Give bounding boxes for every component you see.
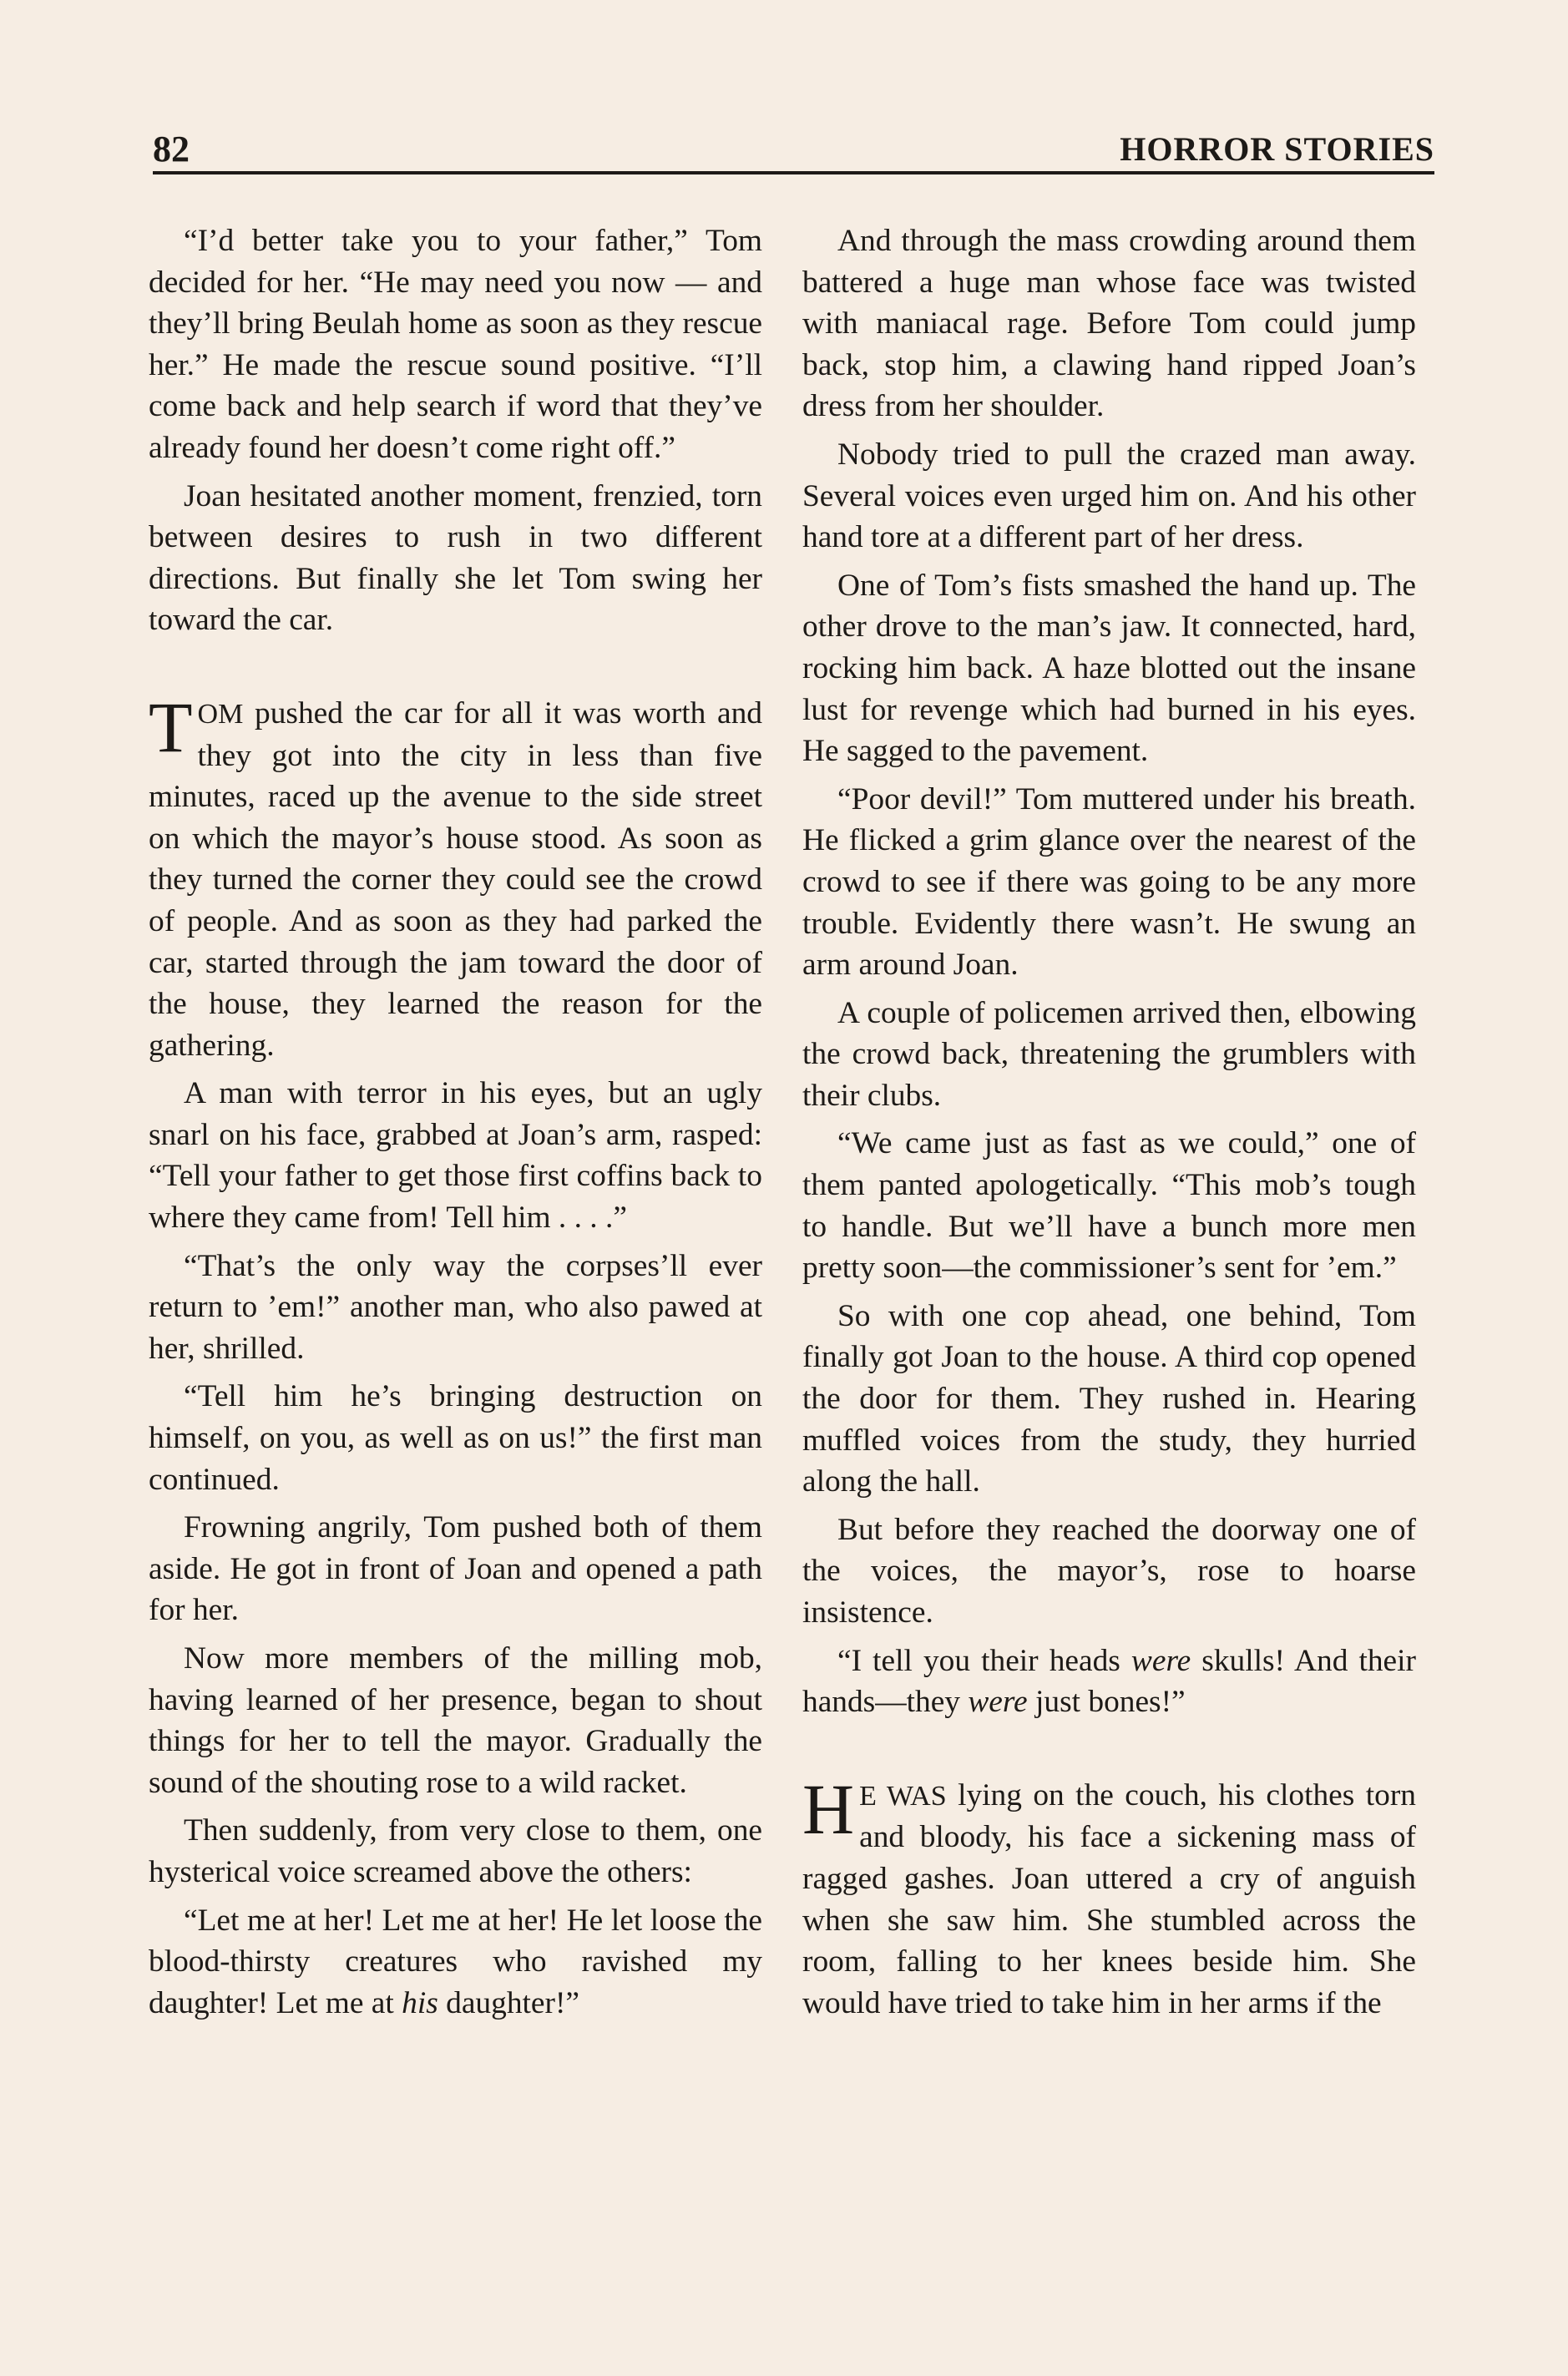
paragraph: “I’d better take you to your father,” Tom decided for her. “He may need you now — and they’ll bring Beulah home as soon as they rescue her.” He made the rescue sound positive. “I’ll come back and help search if word that they’ve already found her doesn’t come right off.” <box>149 224 762 465</box>
paragraph: But before they reached the doorway one of the voices, the mayor’s, rose to hoarse insistence. <box>802 1512 1416 1630</box>
paragraph: A couple of policemen arrived then, elbowing the crowd back, threatening the grumblers with their clubs. <box>802 995 1416 1113</box>
emphasis: were <box>1130 1643 1191 1678</box>
paragraph: Nobody tried to pull the crazed man away. Several voices even urged him on. And his other hand tore at a different part of her dress. <box>802 437 1416 555</box>
paragraph: “Tell him he’s bringing destruction on himself, on you, as well as on us!” the first man continued. <box>149 1379 762 1497</box>
paragraph: Then suddenly, from very close to them, one hysterical voice screamed above the others: <box>149 1813 762 1889</box>
paragraph: And through the mass crowding around them battered a huge man whose face was twisted with maniacal rage. Before Tom could jump back, stop him, a clawing hand ripped Joan’s dress from her shoulder. <box>802 224 1416 424</box>
paragraph-text: “I tell you their heads <box>837 1643 1131 1678</box>
page-number: 82 <box>153 129 190 169</box>
paragraph <box>802 1640 1416 1723</box>
emphasis: his <box>402 1985 438 2020</box>
small-caps-lead: E WAS <box>859 1780 947 1812</box>
right-column <box>802 220 1416 2030</box>
paragraph: So with one cop ahead, one behind, Tom finally got Joan to the house. A third cop opened the door for them. They rushed in. Hearing muffled voices from the study, they hurried along the hall. <box>802 1298 1416 1499</box>
paragraph: “Poor devil!” Tom muttered under his breath. He flicked a grim glance over the nearest of the crowd to see if there was going to be any more trouble. Evidently there wasn’t. He swung an arm around Joan. <box>802 781 1416 983</box>
paragraph: One of Tom’s fists smashed the hand up. The other drove to the man’s jaw. It connected, hard, rocking him back. A haze blotted out the insane lust for revenge which had burned in his eyes. He sagged to the pavement. <box>802 568 1416 769</box>
paragraph-text: lying on the couch, his clothes torn and bloody, his face a sickening mass of ragged gashes. Joan uttered a cry of anguish when she saw him. She stumbled across the room, falling to her knees beside him. She would have tried to take him in her arms if the <box>802 1777 1416 2020</box>
paragraph-text: pushed the car for all it was worth and they got into the city in less than five minutes, raced up the avenue to the side street on which the mayor’s house stood. As soon as they turned the corner they could see the crowd of people. And as soon as they had parked the car, started through the jam toward the door of the house, they learned the reason for the gathering. <box>149 695 762 1063</box>
paragraph-text: “Let me at her! Let me at her! He let loose the blood-thirsty creatures who ravished my daughter! Let me at <box>149 1903 762 2020</box>
drop-cap: T <box>149 686 193 767</box>
paragraph: A man with terror in his eyes, but an ugly snarl on his face, grabbed at Joan’s arm, rasped: “Tell your father to get those first coffins back to where they came from! Tell him . . . .” <box>149 1076 762 1236</box>
drop-cap: H <box>802 1768 855 1849</box>
paragraph: “We came just as fast as we could,” one of them panted apologetically. “This mob’s tough to handle. But we’ll have a bunch more men pretty soon—the commissioner’s sent for ’em.” <box>802 1126 1416 1286</box>
paragraph: “That’s the only way the corpses’ll ever return to ’em!” another man, who also pawed at her, shrilled. <box>149 1248 762 1366</box>
paragraph: Frowning angrily, Tom pushed both of them aside. He got in front of Joan and opened a path for her. <box>149 1510 762 1628</box>
page-header <box>153 125 1434 174</box>
paragraph-text: daughter!” <box>438 1985 580 2020</box>
emphasis: were <box>968 1685 1028 1720</box>
section-opening-paragraph <box>149 686 762 1066</box>
paragraph: Joan hesitated another moment, frenzied, torn between desires to rush in two different directions. But finally she let Tom swing her toward the car. <box>149 478 762 638</box>
header-rule <box>153 171 1434 174</box>
paragraph-text: just bones!” <box>1027 1685 1186 1720</box>
section-opening-paragraph <box>802 1768 1416 2025</box>
small-caps-lead: OM <box>197 698 244 730</box>
left-column <box>149 220 762 2030</box>
paragraph <box>149 1900 762 2025</box>
paragraph: Now more members of the milling mob, having learned of her presence, began to shout things for her to tell the mayor. Gradually the sound of the shouting rose to a wild racket. <box>149 1641 762 1800</box>
running-title: HORROR STORIES <box>1120 130 1434 168</box>
paragraph-text: skulls! And their hands—they <box>802 1643 1416 1720</box>
